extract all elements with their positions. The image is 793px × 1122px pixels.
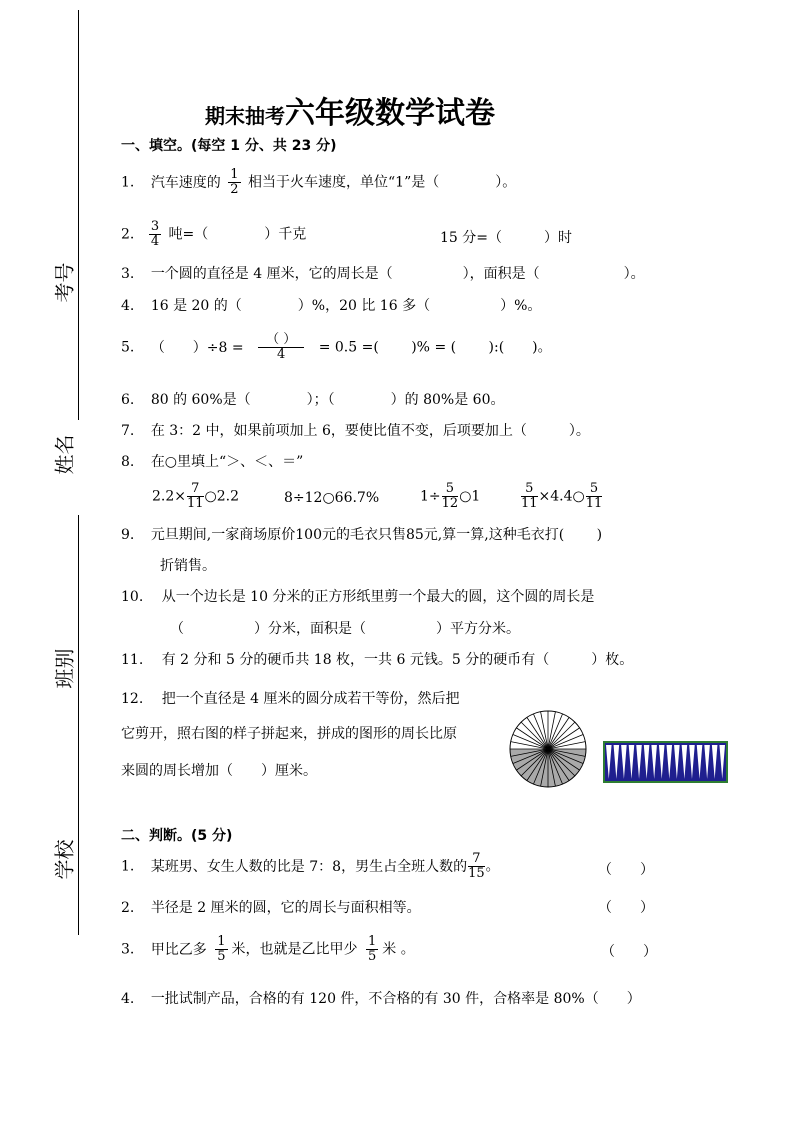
judge-question-3 — [121, 935, 415, 964]
expr-text: 2.2× — [152, 488, 186, 505]
fraction — [442, 482, 459, 511]
q-number: 4. — [121, 298, 135, 314]
denominator: 15 — [468, 866, 485, 881]
rearranged-parallelogram-figure — [603, 741, 728, 783]
denominator: 11 — [585, 496, 603, 511]
section2-heading: 二、判断。(5 分) — [121, 828, 233, 844]
question-6 — [121, 391, 504, 409]
denominator: 12 — [441, 496, 459, 511]
denominator: 4 — [277, 347, 286, 362]
numerator: 3 — [150, 219, 160, 234]
divided-circle-figure — [508, 709, 588, 789]
section1-heading: 一、填空。(每空 1 分、共 23 分) — [121, 138, 337, 154]
q-text: 汽车速度的 — [150, 174, 221, 191]
binder-label-name: 姓名 — [52, 434, 77, 475]
denominator: 5 — [217, 949, 226, 964]
judge-question-1 — [121, 852, 500, 881]
q-number: 3. — [121, 266, 135, 282]
judge-answer-2[interactable]: （ ） — [598, 900, 654, 916]
numerator: 1 — [368, 934, 377, 949]
fraction — [149, 220, 161, 249]
fraction — [215, 935, 227, 964]
judge-question-2 — [121, 899, 421, 917]
question-1 — [121, 168, 516, 197]
q-number: 10. — [121, 589, 144, 605]
q-text[interactable]: 吨=（ ）千克 — [168, 226, 307, 243]
q-text[interactable]: 有 2 分和 5 分的硬币共 18 枚，一共 6 元钱。5 分的硬币有（ ）枚。 — [161, 652, 634, 668]
q-number: 8. — [121, 454, 135, 470]
binder-label-class: 班别 — [52, 648, 77, 689]
judge-answer-3[interactable]: （ ） — [601, 944, 657, 960]
question-4 — [121, 297, 541, 315]
question-7 — [121, 422, 590, 440]
q-text[interactable]: = 0.5 =( )% = ( ):( )。 — [318, 339, 552, 356]
q-text: 米 。 — [382, 941, 415, 958]
numerator: 5 — [521, 482, 538, 497]
q8-expr-1[interactable] — [152, 482, 239, 511]
judge-answer-1[interactable]: （ ） — [598, 862, 654, 878]
fraction — [258, 333, 304, 362]
q8-expr-3[interactable] — [420, 482, 480, 511]
question-10 — [121, 588, 594, 606]
title-small: 期末抽考 — [205, 104, 285, 128]
q-text[interactable]: 元旦期间,一家商场原价100元的毛衣只售85元,算一算,这种毛衣打( ) — [150, 527, 603, 543]
expr-text: ○1 — [459, 488, 481, 505]
numerator: 5 — [442, 482, 459, 497]
expr-text: ○2.2 — [204, 488, 240, 505]
numerator: 5 — [586, 482, 603, 497]
question-8 — [121, 453, 303, 471]
q-number: 12. — [121, 691, 144, 707]
question-9-line2: 折销售。 — [160, 558, 216, 574]
q-number: 9. — [121, 527, 135, 543]
judge-question-4 — [121, 990, 641, 1008]
q-text: 米，也就是乙比甲少 — [231, 941, 358, 958]
question-3 — [121, 265, 645, 283]
numerator: 1 — [230, 167, 239, 182]
q-number: 2. — [121, 900, 135, 916]
q-number: 1. — [121, 858, 135, 875]
q-text: 半径是 2 厘米的圆，它的周长与面积相等。 — [150, 900, 421, 916]
q-number: 5. — [121, 339, 135, 356]
q-text: 甲比乙多 — [150, 941, 207, 958]
q-text: 把一个直径是 4 厘米的圆分成若干等份，然后把 — [161, 691, 460, 707]
question-9 — [121, 526, 602, 544]
fraction — [468, 852, 485, 881]
binder-line — [78, 515, 79, 935]
denominator: 2 — [230, 182, 239, 197]
q-number: 3. — [121, 941, 135, 958]
q-text: 在○里填上“＞、＜、＝” — [150, 454, 304, 470]
binder-label-exam-number: 考号 — [52, 262, 77, 303]
question-2 — [121, 220, 306, 249]
q-text[interactable]: 80 的 60%是（ ）；（ ）的 80%是 60。 — [150, 392, 505, 408]
exam-number-field[interactable] — [77, 205, 79, 295]
q-number: 6. — [121, 392, 135, 408]
question-10-line2[interactable]: （ ）分米，面积是（ ）平方分米。 — [170, 621, 520, 637]
denominator: 5 — [368, 949, 377, 964]
q-number: 2. — [121, 226, 135, 243]
q-number: 1. — [121, 174, 135, 191]
q-text: 某班男、女生人数的比是 7：8，男生占全班人数的 — [150, 858, 468, 875]
numerator: 1 — [217, 934, 226, 949]
question-2b[interactable]: 15 分=（ ）时 — [440, 230, 572, 246]
numerator: 7 — [468, 852, 485, 867]
question-12-line2: 它剪开，照右图的样子拼起来，拼成的图形的周长比原 — [121, 726, 457, 742]
fraction — [586, 482, 603, 511]
question-5 — [121, 333, 552, 362]
title-big: 六年级数学试卷 — [285, 96, 495, 131]
fraction — [521, 482, 538, 511]
q-text: 从一个边长是 10 分米的正方形纸里剪一个最大的圆，这个圆的周长是 — [161, 589, 595, 605]
page-title — [205, 88, 495, 132]
expr-text: ×4.4○ — [538, 488, 585, 505]
circle-spoke — [548, 722, 575, 749]
numerator: 7 — [187, 482, 204, 497]
fraction — [366, 935, 378, 964]
q-number: 4. — [121, 991, 135, 1007]
q-number: 7. — [121, 423, 135, 439]
question-12-line3[interactable]: 来圆的周长增加（ ）厘米。 — [121, 763, 317, 779]
denominator: 11 — [187, 496, 204, 511]
denominator: 4 — [150, 234, 160, 249]
question-11 — [121, 651, 633, 669]
circle-spoke — [521, 722, 548, 749]
numerator[interactable]: （ ） — [258, 333, 304, 348]
q-text: 。 — [485, 858, 500, 875]
denominator: 11 — [521, 496, 538, 511]
expr-text: 1÷ — [420, 488, 441, 505]
fraction — [228, 168, 240, 197]
q-text[interactable]: 相当于火车速度，单位“1”是（ ）。 — [248, 174, 517, 191]
q-text[interactable]: 一个圆的直径是 4 厘米，它的周长是（ ），面积是（ ）。 — [150, 266, 645, 282]
q-text[interactable]: （ ）÷8 = — [150, 339, 244, 356]
q8-expr-2[interactable]: 8÷12○66.7% — [284, 490, 380, 506]
question-12 — [121, 690, 460, 708]
q-number: 11. — [121, 652, 144, 668]
q-text[interactable]: 在 3：2 中，如果前项加上 6，要使比值不变，后项要加上（ ）。 — [150, 423, 590, 439]
q8-expr-4[interactable] — [520, 482, 603, 511]
binder-label-school: 学校 — [52, 839, 77, 880]
q-text[interactable]: 一批试制产品，合格的有 120 件，不合格的有 30 件，合格率是 80%（ ） — [150, 991, 641, 1007]
fraction — [187, 482, 204, 511]
q-text[interactable]: 16 是 20 的（ ）%，20 比 16 多（ ）%。 — [150, 298, 542, 314]
